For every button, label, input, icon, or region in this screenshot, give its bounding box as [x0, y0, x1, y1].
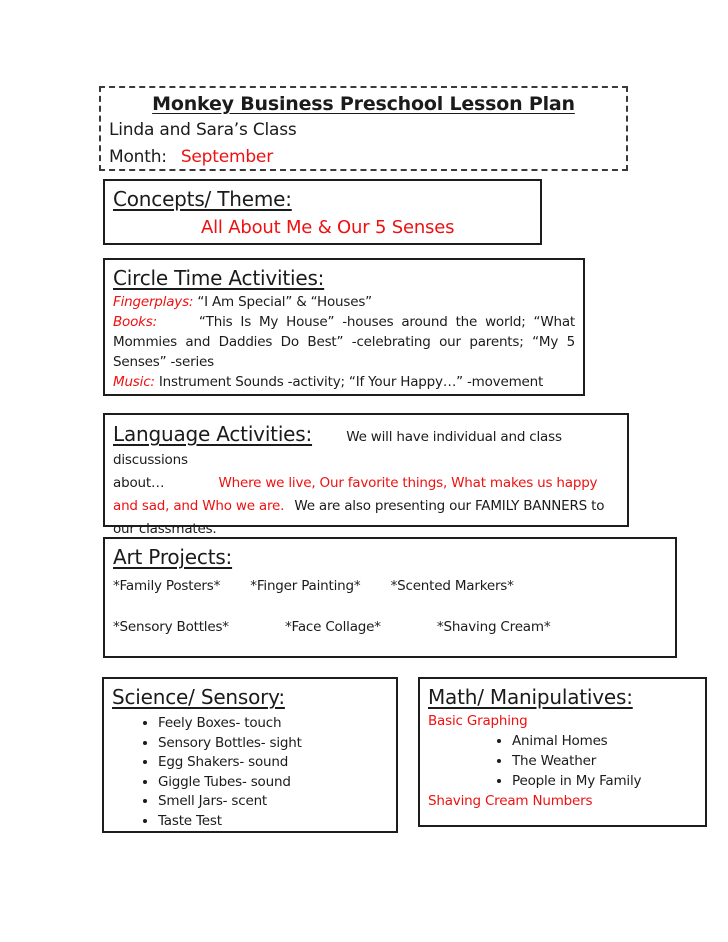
- month-label: Month:: [109, 147, 167, 167]
- math-list-item: • People in My Family: [512, 771, 697, 791]
- math-list-item: • Animal Homes: [512, 731, 697, 751]
- music-text: Instrument Sounds -activity; “If Your Happy…” -movement: [158, 374, 544, 390]
- language-paragraph: [113, 421, 619, 541]
- art-heading: Art Projects:: [113, 545, 233, 569]
- science-list-item: • Feely Boxes- touch: [158, 714, 388, 734]
- language-intro-line2: about…: [113, 475, 165, 491]
- concepts-theme-box: [103, 179, 542, 245]
- concepts-value: All About Me & Our 5 Senses: [201, 217, 455, 238]
- math-list-item: • The Weather: [512, 751, 697, 771]
- art-projects-box: [103, 537, 677, 658]
- books-text: “This Is My House” -houses around the world; “What Mommies and Daddies Do Best” -celebrating our parents; “My 5 Senses” -series: [113, 314, 576, 370]
- tab-spacer: [165, 325, 191, 326]
- language-outro: We are also presenting our FAMILY BANNERS to our classmates.: [113, 498, 605, 537]
- art-item: *Face Collage*: [284, 619, 381, 635]
- music-label: Music:: [113, 374, 155, 390]
- circle-time-heading: Circle Time Activities:: [113, 266, 325, 290]
- month-value: September: [180, 147, 273, 167]
- tab-spacer: [168, 486, 214, 487]
- science-list-item: • Taste Test: [158, 812, 388, 832]
- science-list-item: • Sensory Bottles- sight: [158, 734, 388, 754]
- math-heading: Math/ Manipulatives:: [428, 685, 633, 709]
- books-label: Books:: [113, 314, 157, 330]
- header-box: [99, 86, 628, 171]
- science-sensory-box: [102, 677, 398, 833]
- language-intro-line1: We will have individual and class discussions: [113, 429, 562, 468]
- document-title: Monkey Business Preschool Lesson Plan: [152, 93, 575, 115]
- art-row-2: [113, 617, 667, 637]
- science-heading: Science/ Sensory:: [112, 685, 285, 709]
- concepts-heading: Concepts/ Theme:: [113, 187, 292, 211]
- class-line: Linda and Sara’s Class: [109, 120, 297, 140]
- art-item: *Family Posters*: [113, 578, 221, 594]
- math-manipulatives-box: [418, 677, 707, 827]
- language-activities-box: [103, 413, 629, 537]
- art-item: *Shaving Cream*: [436, 619, 551, 635]
- math-red-top: Basic Graphing: [428, 713, 528, 729]
- tab-spacer: [316, 440, 342, 441]
- fingerplays-text: “I Am Special” & “Houses”: [197, 294, 372, 310]
- month-line: [109, 144, 618, 171]
- science-list: [112, 714, 388, 831]
- science-list-item: • Smell Jars- scent: [158, 792, 388, 812]
- fingerplays-label: Fingerplays:: [113, 294, 194, 310]
- math-list: [428, 731, 697, 791]
- art-item: *Scented Markers*: [390, 578, 514, 594]
- language-heading: Language Activities:: [113, 422, 313, 446]
- circle-time-box: [103, 258, 585, 396]
- art-item: *Sensory Bottles*: [113, 619, 229, 635]
- art-item: *Finger Painting*: [250, 578, 361, 594]
- math-red-bottom: Shaving Cream Numbers: [428, 793, 593, 809]
- science-list-item: • Egg Shakers- sound: [158, 753, 388, 773]
- language-red-text: Where we live, Our favorite things, What makes us happy and sad, and Who we are.: [113, 475, 598, 514]
- music-line: [113, 372, 575, 392]
- fingerplays-line: [113, 292, 575, 312]
- science-list-item: • Giggle Tubes- sound: [158, 773, 388, 793]
- art-row-1: [113, 576, 667, 596]
- books-paragraph: [113, 312, 575, 372]
